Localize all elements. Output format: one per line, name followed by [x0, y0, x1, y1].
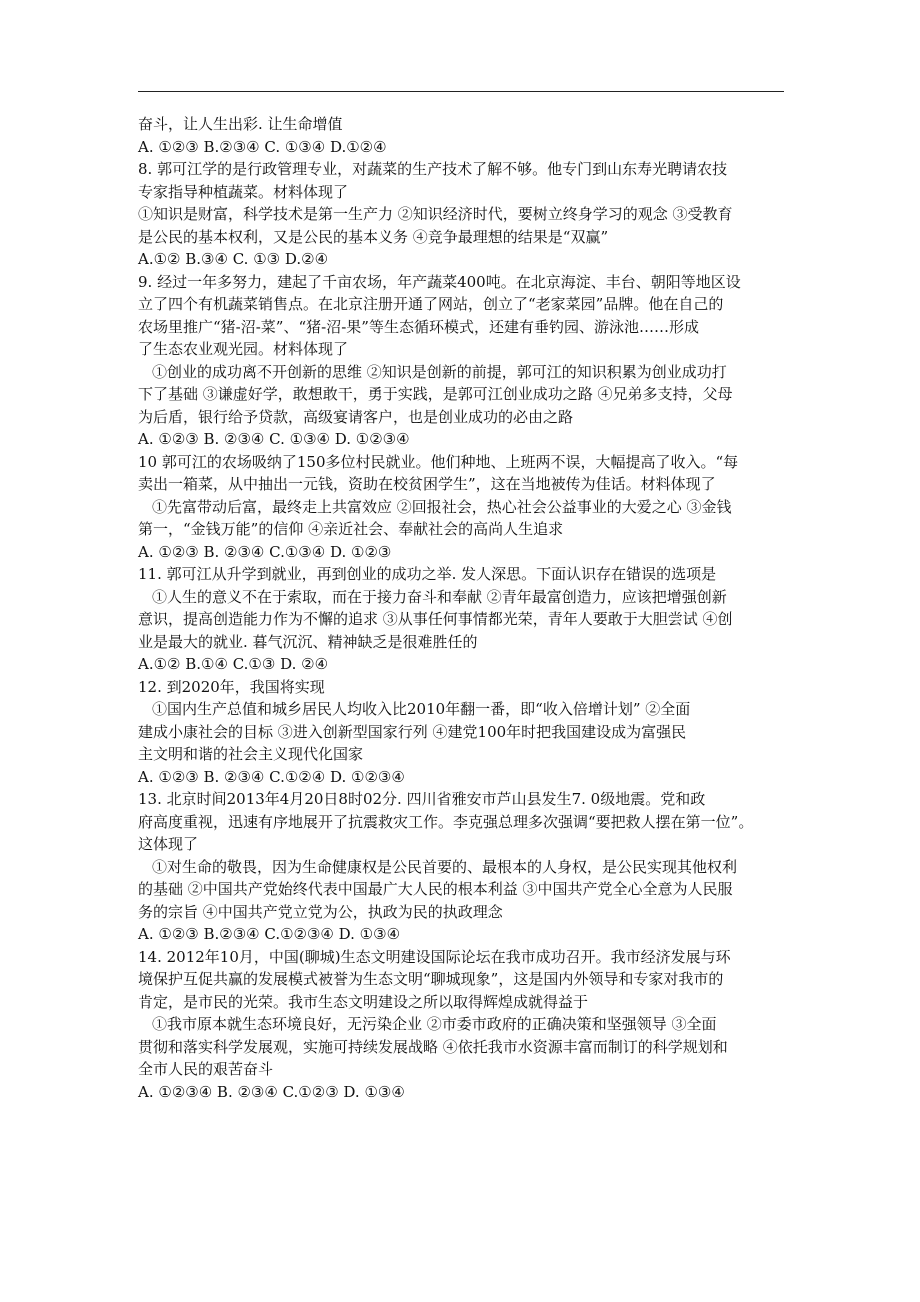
- text-line: ①国内生产总值和城乡居民人均收入比2010年翻一番，即“收入倍增计划” ②全面: [152, 700, 691, 718]
- text-line: 10 郭可江的农场吸纳了150多位村民就业。他们种地、上班两不误，大幅提高了收入。“每: [138, 452, 739, 471]
- text-line: 为后盾，银行给予贷款，高级宴请客户，也是创业成功的必由之路: [138, 407, 574, 426]
- header-rule: [138, 91, 784, 92]
- text-line: A. ①②③ B. ②③④ C.①③④ D. ①②③: [138, 542, 392, 561]
- text-line: A. ①②③ B.②③④ C. ①③④ D.①②④: [138, 137, 387, 156]
- text-line: 8. 郭可江学的是行政管理专业，对蔬菜的生产技术了解不够。他专门到山东寿光聘请农技: [138, 160, 728, 178]
- text-line: A. ①②③④ B. ②③④ C.①②③ D. ①③④: [138, 1082, 405, 1101]
- text-line: 主文明和谐的社会主义现代化国家: [138, 745, 364, 763]
- text-line: 立了四个有机蔬菜销售点。在北京注册开通了网站，创立了“老家菜园”品牌。他在自己的: [138, 295, 724, 313]
- text-line: 全市人民的艰苦奋斗: [138, 1060, 274, 1078]
- text-line: ①创业的成功离不开创新的思维 ②知识是创新的前提，郭可江的知识积累为创业成功打: [152, 362, 727, 381]
- text-line: A. ①②③ B.②③④ C.①②③④ D. ①③④: [138, 925, 401, 943]
- text-line: 府高度重视，迅速有序地展开了抗震救灾工作。李克强总理多次强调“要把救人摆在第一位”。: [138, 812, 754, 831]
- text-line: 业是最大的就业. 暮气沉沉、精神缺乏是很难胜任的: [138, 632, 478, 651]
- text-line: 专家指导种植蔬菜。材料体现了: [138, 182, 349, 201]
- text-line: 下了基础 ③谦虚好学，敢想敢干，勇于实践，是郭可江创业成功之路 ④兄弟多支持，父母: [138, 385, 733, 403]
- text-line: 13. 北京时间2013年4月20日8时02分. 四川省雅安市芦山县发生7. 0级地震。党和政: [138, 790, 706, 808]
- text-line: 农场里推广“猪-沼-菜”、“猪-沼-果”等生态循环模式，还建有垂钓园、游泳池……形成: [138, 317, 699, 336]
- text-line: 了生态农业观光园。材料体现了: [138, 340, 349, 358]
- text-line: ①我市原本就生态环境良好，无污染企业 ②市委市政府的正确决策和坚强领导 ③全面: [152, 1015, 717, 1033]
- text-line: 贯彻和落实科学发展观，实施可持续发展战略 ④依托我市水资源丰富而制订的科学规划和: [138, 1037, 728, 1056]
- text-line: 9. 经过一年多努力，建起了千亩农场，年产蔬菜400吨。在北京海淀、丰台、朝阳等地区设: [138, 272, 741, 291]
- text-line: 奋斗，让人生出彩. 让生命增值: [138, 115, 343, 133]
- text-line: 这体现了: [138, 835, 199, 853]
- text-line: 建成小康社会的目标 ③进入创新型国家行列 ④建党100年时把我国建设成为富强民: [138, 722, 687, 741]
- text-line: A.①② B.①④ C.①③ D. ②④: [138, 655, 329, 673]
- text-line: 是公民的基本权利，又是公民的基本义务 ④竞争最理想的结果是“双赢”: [138, 227, 609, 246]
- text-line: 14. 2012年10月，中国(聊城)生态文明建设国际论坛在我市成功召开。我市经济发展与环: [138, 947, 731, 966]
- text-line: 意识，提高创造能力作为不懈的追求 ③从事任何事情都光荣，青年人要敢于大胆尝试 ④创: [138, 610, 733, 628]
- text-line: ①知识是财富，科学技术是第一生产力 ②知识经济时代，要树立终身学习的观念 ③受教育: [138, 205, 733, 223]
- text-line: 卖出一箱菜，从中抽出一元钱，资助在校贫困学生”，这在当地被传为佳话。材料体现了: [138, 475, 716, 493]
- text-line: 的基础 ②中国共产党始终代表中国最广大人民的根本利益 ③中国共产党全心全意为人民服: [138, 880, 733, 898]
- text-line: A. ①②③ B. ②③④ C. ①③④ D. ①②③④: [138, 430, 410, 448]
- text-line: 11. 郭可江从升学到就业，再到创业的成功之举. 发人深思。下面认识存在错误的选项是: [138, 565, 717, 583]
- text-line: 12. 到2020年，我国将实现: [138, 677, 325, 696]
- document-body: [138, 113, 790, 1103]
- text-line: ①人生的意义不在于索取，而在于接力奋斗和奉献 ②青年最富创造力，应该把增强创新: [152, 587, 727, 606]
- text-line: 肯定，是市民的光荣。我市生态文明建设之所以取得辉煌成就得益于: [138, 992, 589, 1011]
- text-line: ①先富带动后富，最终走上共富效应 ②回报社会，热心社会公益事业的大爱之心 ③金钱: [152, 497, 732, 516]
- text-line: A.①② B.③④ C. ①③ D.②④: [138, 250, 329, 268]
- text-line: 务的宗旨 ④中国共产党立党为公，执政为民的执政理念: [138, 902, 503, 921]
- text-line: 境保护互促共赢的发展模式被誉为生态文明“聊城现象”，这是国内外领导和专家对我市的: [138, 970, 724, 988]
- text-line: ①对生命的敬畏，因为生命健康权是公民首要的、最根本的人身权，是公民实现其他权利: [152, 857, 738, 876]
- text-line: A. ①②③ B. ②③④ C.①②④ D. ①②③④: [138, 767, 405, 786]
- text-line: 第一，“金钱万能”的信仰 ④亲近社会、奉献社会的高尚人生追求: [138, 520, 564, 538]
